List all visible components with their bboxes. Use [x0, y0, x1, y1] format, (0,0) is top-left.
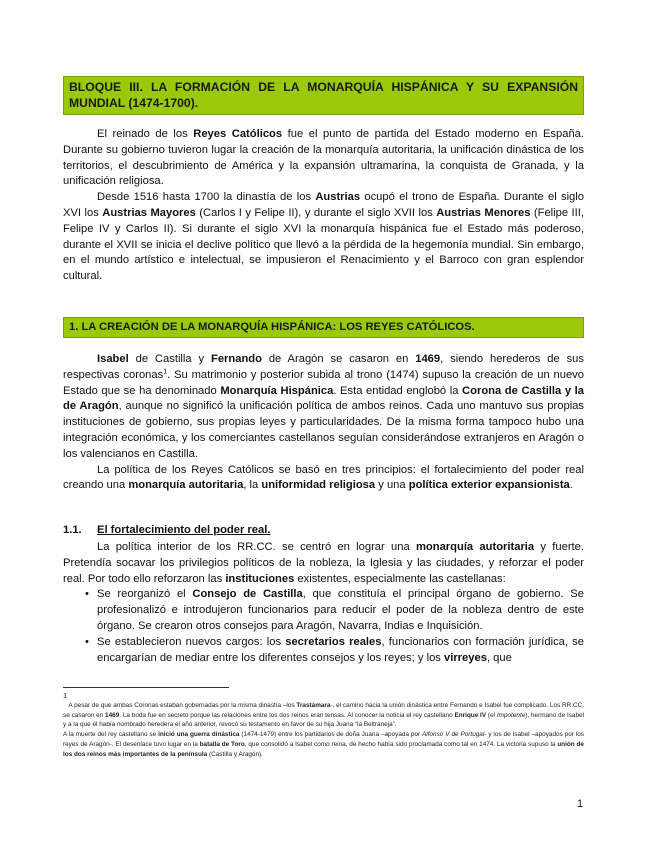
list-item: • Se establecieron nuevos cargos: los secretarios reales, funcionarios con formación jurídica, se encargarían de mediar entre los diferentes consejos y los reyes; y los virreyes, que	[85, 635, 584, 664]
institutions-list	[63, 587, 584, 666]
intro-text	[63, 127, 584, 285]
section1-text	[63, 352, 584, 494]
footnote-paragraph-2: A la muerte del rey castellano se inició una guerra dinástica (1474-1479) entre los partidarios de doña Juana –apoyada por Alfonso V de Portugal- y los de Isabel –apoyados por los reyes de Aragón-. El desenlace tuvo lugar en la batalla de Toro, que consolidó a Isabel como reina, de hecho había sido proclamada como tal en 1474. La victoria supuso la unión de los dos reinos más importantes de la península (Castilla y Aragón).	[63, 731, 584, 758]
list-item: • Se reorganizó el Consejo de Castilla, que constituía el principal órgano de gobierno. Se profesionalizó e introdujeron funcionarios para reducir el poder de la nobleza dentro de este órgano. Se crearon otros consejos para Aragón, Navarra, Indias e Inquisición.	[85, 588, 584, 632]
footnote-reference[interactable]: 1	[163, 368, 168, 376]
section-heading-text: 1. LA CREACIÓN DE LA MONARQUÍA HISPÁNICA: LOS REYES CATÓLICOS.	[69, 321, 475, 333]
subsection-text	[63, 540, 584, 666]
intro-paragraph-2: Desde 1516 hasta 1700 la dinastía de los Austrias ocupó el trono de España. Durante el siglo XVI los Austrias Mayores (Carlos I y Felipe II), y durante el siglo XVII los Austrias Menores (Felipe III, Felipe IV y Carlos II). Si durante el siglo XVI la monarquía hispánica fue el Estado más poderoso, durante el XVII se inicia el declive político que llevó a la pérdida de la hegemonía mundial. Sin embargo, en el mundo artístico e intelectual, se impusieron el Renacimiento y el Barroco con gran esplendor cultural.	[63, 191, 584, 283]
block-title-text: BLOQUE III. LA FORMACIÓN DE LA MONARQUÍA HISPÁNICA Y SU EXPANSIÓN MUNDIAL (1474-1700).	[69, 80, 578, 110]
intro-paragraph-1: El reinado de los Reyes Católicos fue el punto de partida del Estado moderno en España. Durante su gobierno tuvieron lugar la creación de la monarquía autoritaria, la unificación dinástica de los territorios, el descubrimiento de América y la expansión ultramarina, la conquista de Granada, y la unificación religiosa.	[63, 128, 584, 188]
subsection-number: 1.1.	[63, 524, 82, 536]
footnote	[63, 691, 584, 760]
section-heading	[63, 317, 584, 338]
section1-paragraph-1: Isabel de Castilla y Fernando de Aragón se casaron en 1469, siendo herederos de sus respectivas coronas$^1$. Su matrimonio y posterior subida al trono (1474) supuso la creación de un nuevo Estado que se ha denominado Monarquía Hispánica. Esta entidad englobó la Corona de Castilla y la de Aragón, aunque no significó la unificación política de ambos reinos. Cada uno mantuvo sus propias instituciones de gobierno, sus propias leyes y particularidades. De la misma forma tampoco hubo una integración económica, y los comerciantes castellanos seguían considerándose extranjeros en Aragón o los valencianos en Castilla.	[63, 353, 585, 460]
subsection-paragraph-1: La política interior de los RR.CC. se centró en lograr una monarquía autoritaria y fuerte. Pretendía socavar los privilegios políticos de la nobleza, la Iglesia y las ciudades, y reforzar el poder real. Por todo ello reforzaron las instituciones existentes, especialmente las castellanas:	[63, 541, 584, 585]
bullet-icon: •	[85, 635, 89, 648]
footnote-mark: 1	[63, 691, 68, 700]
subsection-title: El fortalecimiento del poder real.	[97, 524, 271, 536]
subsection-heading	[63, 524, 270, 536]
footnote-divider	[63, 687, 229, 688]
page-number: 1	[577, 798, 584, 810]
section1-paragraph-2: La política de los Reyes Católicos se basó en tres principios: el fortalecimiento del poder real creando una monarquía autoritaria, la uniformidad religiosa y una política exterior expansionista.	[63, 463, 584, 492]
block-title	[63, 76, 584, 115]
bullet-icon: •	[85, 588, 89, 601]
footnote-paragraph-1: A pesar de que ambas Coronas estaban gobernadas por la misma dinastía –los Trastámara-, el camino hacia la unión dinástica entre Fernando e Isabel fue complicado. Los RR.CC. se casaron en 1469. La boda fue en secreto porque las relaciones entre los dos reinos eran tensas. Al conocer la noticia el rey castellano Enrique IV (el Impotente), hermano de Isabel y a la que él había nombrado heredera el año anterior, revocó su testamento en favor de su hija Juana “la Beltraneja”.	[63, 701, 585, 729]
